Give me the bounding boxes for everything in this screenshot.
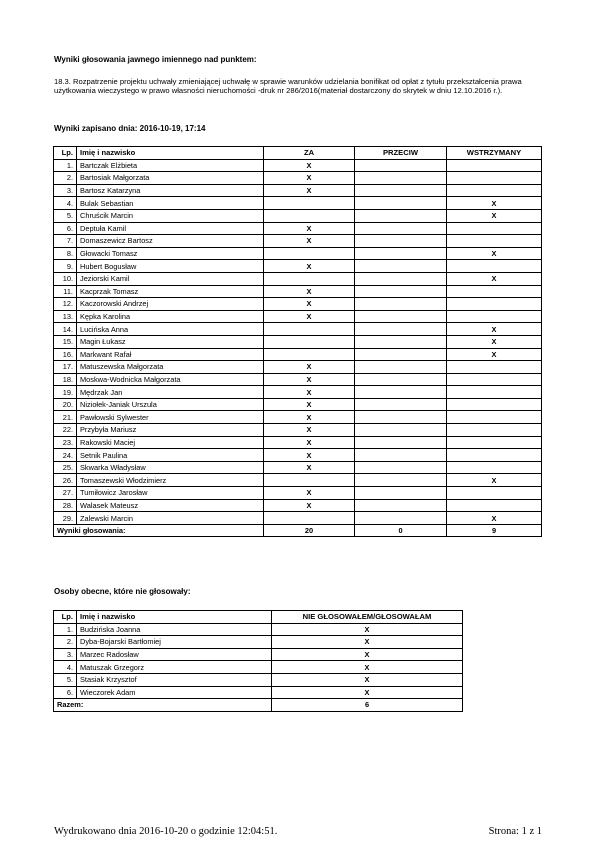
cell-name: Marzec Radosław [77,648,272,661]
cell-za [264,197,355,210]
cell-name: Setnik Paulina [77,449,264,462]
absent-table-header [54,611,463,624]
header-lp: Lp. [54,147,77,160]
cell-za: X [264,436,355,449]
cell-przeciw [355,361,447,374]
cell-za [264,512,355,525]
table-row [54,361,542,374]
cell-name: Walasek Mateusz [77,499,264,512]
cell-status: X [272,686,463,699]
cell-przeciw [355,386,447,399]
cell-name: Wieczorek Adam [77,686,272,699]
table-row [54,159,542,172]
cell-za: X [264,298,355,311]
votes-summary-row [54,524,542,537]
cell-lp: 6. [54,686,77,699]
cell-wstrzymany [447,424,542,437]
cell-name: Moskwa-Wodnicka Małgorzata [77,373,264,386]
cell-wstrzymany: X [447,197,542,210]
table-row [54,348,542,361]
cell-lp: 28. [54,499,77,512]
cell-lp: 11. [54,285,77,298]
cell-wstrzymany [447,361,542,374]
cell-lp: 18. [54,373,77,386]
cell-wstrzymany [447,398,542,411]
cell-wstrzymany [447,285,542,298]
table-row [54,222,542,235]
cell-przeciw [355,235,447,248]
table-row [54,386,542,399]
table-row [54,272,542,285]
cell-za: X [264,499,355,512]
table-row [54,285,542,298]
cell-przeciw [355,184,447,197]
summary-wstrzymany: 9 [447,524,542,537]
cell-name: Zalewski Marcin [77,512,264,525]
cell-wstrzymany [447,411,542,424]
cell-wstrzymany: X [447,474,542,487]
cell-name: Tumiłowicz Jarosław [77,487,264,500]
cell-lp: 1. [54,159,77,172]
cell-wstrzymany: X [447,247,542,260]
cell-przeciw [355,487,447,500]
table-row [54,499,542,512]
cell-lp: 29. [54,512,77,525]
table-row [54,373,542,386]
header-name: Imię i nazwisko [77,147,264,160]
cell-przeciw [355,373,447,386]
table-row [54,661,463,674]
cell-name: Kępka Karolina [77,310,264,323]
table-row [54,323,542,336]
table-row [54,636,463,649]
cell-lp: 3. [54,648,77,661]
table-row [54,260,542,273]
cell-name: Kacprzak Tomasz [77,285,264,298]
agenda-item-text: 18.3. Rozpatrzenie projektu uchwały zmieniającej uchwałę w sprawie warunków udzielania bonifikat od opłat z tytułu przekształcenia prawa użytkowania wieczystego w prawo własności nieruchomości -druk nr 286/2016(materiał dostarczony do skrytek w dniu 12.10.2016 r.). [54,77,522,96]
absent-heading: Osoby obecne, które nie głosowały: [54,587,191,596]
cell-lp: 24. [54,449,77,462]
absent-header-name: Imię i nazwisko [77,611,272,624]
cell-za [264,474,355,487]
cell-name: Deptuła Kamil [77,222,264,235]
absent-summary-count: 6 [272,699,463,712]
cell-lp: 23. [54,436,77,449]
cell-name: Domaszewicz Bartosz [77,235,264,248]
cell-przeciw [355,323,447,336]
cell-za: X [264,461,355,474]
cell-lp: 26. [54,474,77,487]
table-row [54,398,542,411]
cell-name: Przybyła Mariusz [77,424,264,437]
cell-lp: 7. [54,235,77,248]
cell-za [264,209,355,222]
cell-przeciw [355,310,447,323]
cell-przeciw [355,512,447,525]
table-row [54,449,542,462]
cell-status: X [272,623,463,636]
cell-wstrzymany: X [447,512,542,525]
cell-lp: 27. [54,487,77,500]
cell-za [264,247,355,260]
table-row [54,247,542,260]
cell-lp: 10. [54,272,77,285]
cell-lp: 2. [54,636,77,649]
cell-wstrzymany: X [447,323,542,336]
cell-name: Bartosiak Małgorzata [77,172,264,185]
cell-name: Pawłowski Sylwester [77,411,264,424]
cell-lp: 16. [54,348,77,361]
cell-za: X [264,235,355,248]
cell-wstrzymany [447,449,542,462]
header-wstrzymany: WSTRZYMANY [447,147,542,160]
cell-lp: 3. [54,184,77,197]
table-row [54,474,542,487]
cell-name: Kaczorowski Andrzej [77,298,264,311]
cell-wstrzymany [447,373,542,386]
cell-name: Dyba-Bojarski Bartłomiej [77,636,272,649]
cell-name: Budzińska Joanna [77,623,272,636]
cell-za [264,348,355,361]
table-row [54,411,542,424]
cell-za: X [264,398,355,411]
cell-wstrzymany [447,499,542,512]
cell-lp: 6. [54,222,77,235]
cell-name: Bulak Sebastian [77,197,264,210]
cell-lp: 19. [54,386,77,399]
cell-lp: 4. [54,197,77,210]
cell-za: X [264,260,355,273]
cell-name: Hubert Bogusław [77,260,264,273]
table-row [54,424,542,437]
cell-lp: 21. [54,411,77,424]
table-row [54,209,542,222]
results-heading: Wyniki głosowania jawnego imiennego nad punktem: [54,55,257,64]
cell-za [264,272,355,285]
cell-wstrzymany [447,260,542,273]
cell-name: Niziołek-Janiak Urszula [77,398,264,411]
cell-lp: 14. [54,323,77,336]
cell-wstrzymany [447,184,542,197]
cell-przeciw [355,348,447,361]
cell-lp: 20. [54,398,77,411]
cell-lp: 17. [54,361,77,374]
cell-wstrzymany [447,172,542,185]
table-row [54,673,463,686]
cell-za: X [264,487,355,500]
absent-header-lp: Lp. [54,611,77,624]
cell-lp: 25. [54,461,77,474]
table-row [54,623,463,636]
cell-lp: 22. [54,424,77,437]
votes-table-header [54,147,542,160]
cell-przeciw [355,411,447,424]
table-row [54,197,542,210]
cell-name: Chruścik Marcin [77,209,264,222]
votes-table [53,146,542,537]
cell-wstrzymany [447,461,542,474]
cell-przeciw [355,247,447,260]
table-row [54,461,542,474]
cell-za: X [264,310,355,323]
table-row [54,172,542,185]
cell-name: Głowacki Tomasz [77,247,264,260]
cell-status: X [272,661,463,674]
cell-name: Skwarka Władysław [77,461,264,474]
cell-name: Magin Łukasz [77,335,264,348]
cell-name: Markwant Rafał [77,348,264,361]
cell-wstrzymany [447,298,542,311]
cell-przeciw [355,260,447,273]
print-timestamp: Wydrukowano dnia 2016-10-20 o godzinie 12:04:51. [54,826,278,837]
cell-name: Mędrzak Jan [77,386,264,399]
cell-przeciw [355,499,447,512]
absent-summary-row [54,699,463,712]
summary-za: 20 [264,524,355,537]
cell-lp: 15. [54,335,77,348]
table-row [54,310,542,323]
cell-name: Bartosz Katarzyna [77,184,264,197]
cell-wstrzymany [447,386,542,399]
cell-przeciw [355,449,447,462]
cell-wstrzymany [447,436,542,449]
cell-za [264,323,355,336]
cell-wstrzymany: X [447,209,542,222]
cell-przeciw [355,285,447,298]
cell-przeciw [355,398,447,411]
table-row [54,335,542,348]
cell-lp: 8. [54,247,77,260]
cell-za: X [264,222,355,235]
table-row [54,235,542,248]
summary-label: Wyniki głosowania: [54,524,264,537]
cell-za: X [264,285,355,298]
cell-wstrzymany: X [447,335,542,348]
cell-przeciw [355,209,447,222]
cell-wstrzymany [447,159,542,172]
cell-lp: 1. [54,623,77,636]
cell-przeciw [355,197,447,210]
cell-lp: 5. [54,673,77,686]
cell-za: X [264,411,355,424]
summary-przeciw: 0 [355,524,447,537]
cell-przeciw [355,436,447,449]
cell-przeciw [355,461,447,474]
cell-za: X [264,184,355,197]
cell-za: X [264,159,355,172]
cell-wstrzymany: X [447,272,542,285]
table-row [54,648,463,661]
cell-name: Rakowski Maciej [77,436,264,449]
cell-lp: 13. [54,310,77,323]
cell-lp: 9. [54,260,77,273]
cell-wstrzymany [447,222,542,235]
cell-name: Matuszewska Małgorzata [77,361,264,374]
cell-name: Tomaszewski Włodzimierz [77,474,264,487]
table-row [54,184,542,197]
cell-za: X [264,449,355,462]
absent-summary-label: Razem: [54,699,272,712]
cell-wstrzymany [447,487,542,500]
cell-przeciw [355,298,447,311]
cell-status: X [272,636,463,649]
cell-za: X [264,172,355,185]
cell-lp: 12. [54,298,77,311]
header-za: ZA [264,147,355,160]
cell-lp: 4. [54,661,77,674]
cell-przeciw [355,335,447,348]
absent-header-status: NIE GŁOSOWAŁEM/GŁOSOWAŁAM [272,611,463,624]
cell-za: X [264,373,355,386]
cell-status: X [272,648,463,661]
cell-wstrzymany: X [447,348,542,361]
table-row [54,686,463,699]
cell-za: X [264,424,355,437]
cell-name: Stasiak Krzysztof [77,673,272,686]
header-przeciw: PRZECIW [355,147,447,160]
cell-przeciw [355,222,447,235]
cell-name: Bartczak Elżbieta [77,159,264,172]
cell-za: X [264,386,355,399]
cell-przeciw [355,424,447,437]
cell-lp: 5. [54,209,77,222]
table-row [54,298,542,311]
cell-name: Matuszak Grzegorz [77,661,272,674]
cell-lp: 2. [54,172,77,185]
cell-za [264,335,355,348]
cell-przeciw [355,159,447,172]
cell-przeciw [355,272,447,285]
table-row [54,487,542,500]
cell-przeciw [355,474,447,487]
table-row [54,512,542,525]
page-number: Strona: 1 z 1 [488,826,542,837]
cell-name: Lucińska Anna [77,323,264,336]
cell-za: X [264,361,355,374]
cell-przeciw [355,172,447,185]
cell-wstrzymany [447,310,542,323]
cell-name: Jeziorski Kamil [77,272,264,285]
cell-wstrzymany [447,235,542,248]
table-row [54,436,542,449]
saved-timestamp: Wyniki zapisano dnia: 2016-10-19, 17:14 [54,124,206,133]
absent-table [53,610,463,712]
cell-status: X [272,673,463,686]
